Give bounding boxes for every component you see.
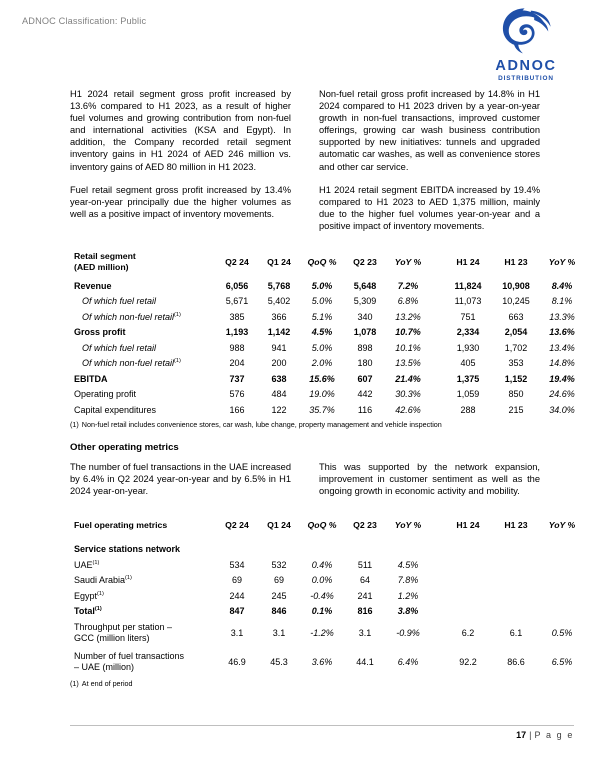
table-header-row [70, 249, 584, 278]
table-cell: 34.0% [549, 404, 575, 415]
table-cell [492, 588, 540, 604]
column-header: Q2 24 [225, 520, 249, 531]
column-header: Q2 23 [353, 257, 377, 268]
table-cell: 5.1% [311, 311, 333, 322]
table-cell: 442 [357, 389, 373, 400]
table-cell [444, 588, 492, 604]
table-row [70, 356, 584, 372]
row-label: Of which fuel retail [82, 342, 157, 353]
column-header: H1 24 [456, 520, 480, 531]
column-gap [430, 402, 444, 418]
column-header: QoQ % [307, 257, 337, 268]
table-cell: 1,702 [504, 342, 528, 353]
section-heading: Other operating metrics [70, 442, 179, 454]
table-cell: 576 [229, 389, 245, 400]
metrics-left-column [70, 461, 291, 497]
retail-segment-table [70, 249, 584, 418]
row-label: Of which non-fuel retail$^{(1)}$ [82, 358, 181, 369]
table-cell: 534 [229, 559, 245, 570]
fuel-table-body [70, 541, 584, 677]
intro-left-column [70, 88, 291, 232]
table-cell: 11,824 [454, 280, 482, 291]
table-cell [540, 603, 584, 619]
column-gap [430, 588, 444, 604]
row-label [70, 648, 216, 677]
table-row [70, 619, 584, 648]
table-cell [258, 541, 300, 557]
table-cell: 44.1 [356, 657, 374, 668]
footnote-marker: (1) [94, 606, 102, 613]
table-cell: 385 [229, 311, 245, 322]
column-header: H1 24 [456, 257, 480, 268]
table-row [70, 557, 584, 573]
footnote-marker: (1) [174, 311, 181, 318]
retail-table-body [70, 278, 584, 418]
classification-label: ADNOC Classification: Public [22, 16, 147, 26]
table-cell: 92.2 [459, 657, 477, 668]
row-label: Egypt$^{(1)}$ [74, 590, 104, 601]
adnoc-logo [478, 6, 574, 82]
metrics-right-column [319, 461, 540, 497]
group-label: Service stations network [74, 544, 181, 555]
column-gap [430, 294, 444, 310]
fuel-operating-metrics-table [70, 512, 584, 677]
table-cell: 15.6% [309, 373, 335, 384]
table-cell [492, 603, 540, 619]
column-gap [430, 572, 444, 588]
table-row [70, 648, 584, 677]
table-cell: 10.1% [395, 342, 421, 353]
table-cell: 7.2% [397, 280, 419, 291]
table-cell [300, 541, 344, 557]
table-cell: 86.6 [507, 657, 525, 668]
table-cell: 850 [508, 389, 524, 400]
table-cell: 1.2% [397, 590, 419, 601]
footer-separator: | [529, 730, 532, 740]
row-label-line1: Number of fuel transactions [74, 650, 185, 661]
table-cell: 45.3 [270, 657, 288, 668]
table-cell: 6.5% [551, 657, 573, 668]
table-cell: 10.7% [395, 327, 421, 338]
table-cell [386, 541, 430, 557]
table-cell: 405 [460, 358, 476, 369]
table-row [70, 371, 584, 387]
paragraph: This was supported by the network expansion, improvement in customer sentiment as well as the ongoing growth in economic activity and mobility. [319, 462, 540, 497]
table-cell: 13.4% [549, 342, 575, 353]
column-header: H1 23 [504, 520, 528, 531]
column-header: YoY % [548, 520, 576, 531]
table-cell: 847 [229, 606, 245, 617]
footnote-marker: (1) [125, 575, 132, 582]
footnote-mark: (1) [70, 420, 79, 430]
table-cell: 663 [508, 311, 524, 322]
table-cell: 0.1% [311, 606, 333, 617]
table-cell: 607 [357, 373, 373, 384]
table-cell: 46.9 [228, 657, 246, 668]
column-header: QoQ % [307, 520, 337, 531]
table-cell: 24.6% [549, 389, 575, 400]
table-cell: 353 [508, 358, 524, 369]
column-header: Q2 23 [353, 520, 377, 531]
table-row [70, 387, 584, 403]
table-cell: 13.6% [549, 327, 575, 338]
table-cell [344, 541, 386, 557]
table-cell [492, 572, 540, 588]
table-cell: 200 [271, 358, 287, 369]
table-cell: 1,375 [456, 373, 480, 384]
row-label: Gross profit [74, 327, 126, 338]
table-cell: 2,334 [456, 327, 480, 338]
row-label: Revenue [74, 280, 112, 291]
column-header: Q1 24 [267, 520, 291, 531]
table-cell [444, 541, 492, 557]
row-label: Capital expenditures [74, 404, 157, 415]
adnoc-falcon-icon [495, 6, 557, 58]
table-cell: 5,402 [267, 296, 291, 307]
table-cell: 3.8% [397, 606, 419, 617]
table-cell: 241 [357, 590, 373, 601]
column-gap [430, 309, 444, 325]
column-header: YoY % [548, 257, 576, 268]
table-cell: 2,054 [504, 327, 528, 338]
table-cell: 8.1% [551, 296, 573, 307]
paragraph: Fuel retail segment gross profit increased by 13.4% year-on-year principally due the higher volumes as well as a positive impact of inventory movements. [70, 184, 291, 219]
footnote-marker: (1) [174, 358, 181, 365]
column-gap [430, 371, 444, 387]
table-cell: 13.3% [549, 311, 575, 322]
table-cell [216, 541, 258, 557]
table-cell: 3.1 [272, 628, 286, 639]
retail-table-footnote [70, 420, 540, 429]
table-cell: 1,930 [456, 342, 480, 353]
table-cell: 8.4% [551, 280, 573, 291]
table-row [70, 294, 584, 310]
row-label-line2: – UAE (million) [74, 662, 135, 673]
table-cell: 4.5% [397, 559, 419, 570]
paragraph: H1 2024 retail segment EBITDA increased by 19.4% compared to H1 2023 to AED 1,375 million, mainly due to the higher fuel volumes year-on-year and a positive impact of inventory movements. [319, 184, 540, 231]
table-cell: 6.8% [397, 296, 419, 307]
paragraph: Non-fuel retail gross profit increased by 14.8% in H1 2024 compared to H1 2023 driven by a year-on-year growth in non-fuel transactions, improved customer offerings, growing car wash business contribution supported by new initiatives: tunnels and upgraded automatic car washes, as well as convenience stores and other car service. [319, 89, 540, 172]
table-cell: 6,056 [225, 280, 249, 291]
table-cell: 941 [271, 342, 287, 353]
table-header-row [70, 512, 584, 541]
footnote-marker: (1) [92, 559, 100, 566]
table-cell: 751 [460, 311, 476, 322]
table-cell: 11,073 [454, 296, 482, 307]
table-title-cell [70, 249, 216, 278]
table-cell: 0.4% [311, 559, 333, 570]
column-gap [430, 356, 444, 372]
table-title-line2: (AED million) [74, 262, 129, 273]
table-cell: 532 [271, 559, 287, 570]
logo-subtitle: DISTRIBUTION [498, 75, 554, 83]
table-cell: 10,245 [502, 296, 530, 307]
row-label: Saudi Arabia$^{(1)}$ [74, 575, 132, 586]
column-gap [430, 340, 444, 356]
table-cell: 511 [357, 559, 373, 570]
table-cell: 244 [229, 590, 245, 601]
row-label: EBITDA [74, 373, 108, 384]
column-gap [430, 648, 444, 677]
table-cell: 1,059 [456, 389, 480, 400]
footnote-text: Non-fuel retail includes convenience stores, car wash, lube change, property management and vehicle inspection [81, 420, 442, 430]
column-gap [430, 278, 444, 294]
table-cell: 42.6% [395, 404, 421, 415]
table-cell [540, 541, 584, 557]
table-cell: 816 [357, 606, 373, 617]
table-cell: 0.0% [311, 575, 333, 586]
table-cell: 180 [357, 358, 373, 369]
table-row [70, 603, 584, 619]
table-row [70, 402, 584, 418]
metrics-paragraph-columns [70, 461, 540, 497]
table-cell: 69 [273, 575, 284, 586]
table-cell: 5.0% [311, 296, 333, 307]
table-cell: 340 [357, 311, 373, 322]
table-cell: 898 [357, 342, 373, 353]
table-cell: 638 [271, 373, 287, 384]
table-cell: 69 [231, 575, 242, 586]
table-cell: 4.5% [311, 327, 333, 338]
row-label: UAE$^{(1)}$ [74, 559, 100, 570]
table-cell: 116 [357, 404, 373, 415]
table-cell [540, 572, 584, 588]
intro-right-column [319, 88, 540, 232]
table-cell: 1,152 [504, 373, 528, 384]
row-label: Of which fuel retail [82, 296, 157, 307]
table-cell: 484 [271, 389, 287, 400]
table-cell: 10,908 [502, 280, 530, 291]
column-gap [430, 387, 444, 403]
footnote-mark: (1) [70, 679, 79, 689]
table-cell: 846 [271, 606, 287, 617]
column-gap [430, 619, 444, 648]
table-cell: 19.0% [309, 389, 335, 400]
table-cell: -1.2% [310, 628, 334, 639]
table-row [70, 325, 584, 341]
table-cell [444, 603, 492, 619]
logo-wordmark: ADNOC [495, 58, 557, 74]
table-cell: 5,309 [353, 296, 377, 307]
table-cell: 5,671 [225, 296, 249, 307]
table-cell [444, 557, 492, 573]
table-row [70, 572, 584, 588]
table-cell [444, 572, 492, 588]
column-header: H1 23 [504, 257, 528, 268]
intro-paragraph-columns [70, 88, 540, 232]
table-cell: 2.0% [311, 358, 333, 369]
table-cell: 5,768 [267, 280, 291, 291]
table-cell: 1,142 [267, 327, 291, 338]
column-header: YoY % [394, 257, 422, 268]
table-cell: 122 [271, 404, 287, 415]
table-cell: 6.1 [509, 628, 523, 639]
row-label: Total$^{(1)}$ [74, 606, 102, 617]
paragraph: The number of fuel transactions in the UAE increased by 6.4% in Q2 2024 year-on-year and by 6.5% in H1 2024 year-on-year. [70, 462, 291, 497]
row-label: Operating profit [74, 389, 137, 400]
column-gap [430, 603, 444, 619]
table-cell: 204 [229, 358, 245, 369]
table-cell: 988 [229, 342, 245, 353]
table-cell: -0.4% [310, 590, 334, 601]
fuel-table-footnote [70, 679, 540, 688]
table-row [70, 340, 584, 356]
table-row [70, 278, 584, 294]
row-label: Of which non-fuel retail$^{(1)}$ [82, 311, 181, 322]
table-cell: 13.5% [395, 358, 421, 369]
table-cell: 5.0% [311, 280, 333, 291]
page-footer [70, 725, 574, 740]
table-cell: 35.7% [309, 404, 335, 415]
table-cell [492, 557, 540, 573]
column-gap [430, 325, 444, 341]
table-cell: 64 [359, 575, 370, 586]
column-gap [430, 557, 444, 573]
table-cell: 6.4% [397, 657, 419, 668]
table-row [70, 588, 584, 604]
footer-page-word: P a g e [534, 730, 574, 740]
table-cell: 737 [229, 373, 245, 384]
table-cell: 0.5% [551, 628, 573, 639]
table-title-line1: Retail segment [74, 250, 136, 261]
table-cell: 245 [271, 590, 287, 601]
row-label-line2: GCC (million liters) [74, 633, 150, 644]
column-header: Q2 24 [225, 257, 249, 268]
paragraph: H1 2024 retail segment gross profit increased by 13.6% compared to H1 2023, as a result of higher fuel volumes and growing contribution from non-fuel and international activities (KSA and Egypt). In addition, the Company recorded retail segment inventory gains in H1 2024 of AED 246 million vs. inventory gains of AED 80 million in H1 2023. [70, 89, 291, 172]
table-cell: 7.8% [397, 575, 419, 586]
table-group-row [70, 541, 584, 557]
row-label [70, 619, 216, 648]
table-cell: 288 [460, 404, 476, 415]
table-cell: 30.3% [395, 389, 421, 400]
page-number: 17 [516, 730, 527, 740]
column-header: YoY % [394, 520, 422, 531]
table-cell: 366 [271, 311, 287, 322]
table-cell: 5,648 [353, 280, 377, 291]
table-cell: 1,078 [353, 327, 377, 338]
table-cell: 14.8% [549, 358, 575, 369]
table-cell: 13.2% [395, 311, 421, 322]
footnote-text: At end of period [81, 679, 133, 689]
table-row [70, 309, 584, 325]
table-cell: 3.6% [311, 657, 333, 668]
table-cell: 3.1 [230, 628, 244, 639]
table-cell: 19.4% [549, 373, 575, 384]
table-cell: 1,193 [225, 327, 249, 338]
table-cell: 21.4% [395, 373, 421, 384]
table-cell [492, 541, 540, 557]
table-cell: 3.1 [358, 628, 372, 639]
row-label-line1: Throughput per station – [74, 621, 173, 632]
table-cell [430, 541, 444, 557]
page-content [70, 88, 576, 689]
table-cell: 215 [508, 404, 524, 415]
table-cell: -0.9% [396, 628, 420, 639]
table-cell [540, 557, 584, 573]
table-title-cell: Fuel operating metrics [74, 519, 168, 530]
footnote-marker: (1) [97, 590, 104, 597]
column-header: Q1 24 [267, 257, 291, 268]
table-cell: 5.0% [311, 342, 333, 353]
table-cell: 6.2 [461, 628, 475, 639]
table-cell: 166 [229, 404, 245, 415]
table-cell [540, 588, 584, 604]
